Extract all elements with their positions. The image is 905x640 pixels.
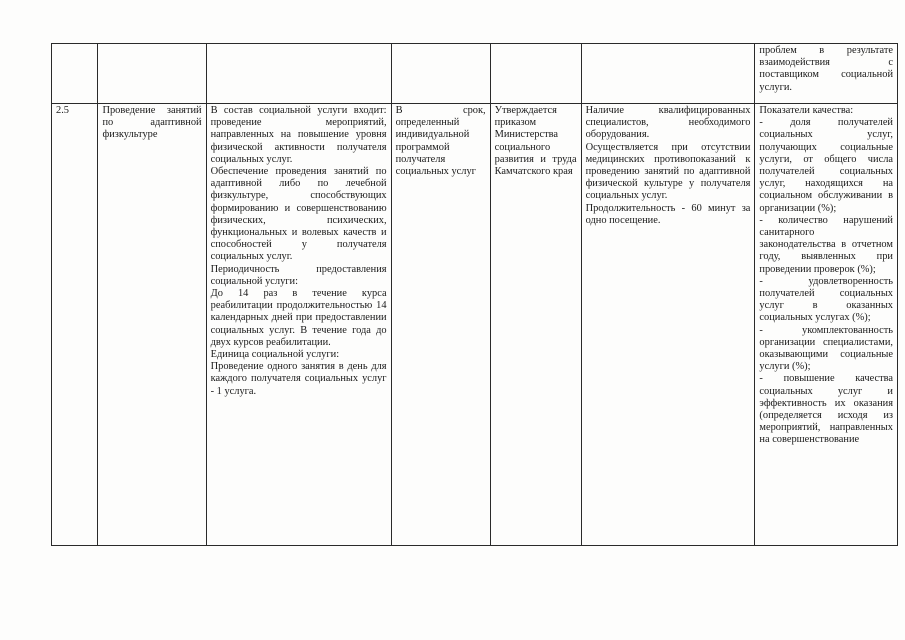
service-number-cell [52,104,98,546]
service-term: В срок, определенный индивидуальной программой получателя социальных услуг [395,105,486,178]
service-name-cell [98,104,206,546]
quality-tail-cell [755,44,898,104]
quality-item: - повышение качества социальных услуг и эффективность их оказания (определяется исходя из мероприятий, направленных на совершенствование [759,373,893,446]
quality-item: - укомплектованность организации специалистами, оказывающими социальные услуги (%); [759,324,893,373]
continuation-row [52,44,898,104]
condition-paragraph: Осуществляется при отсутствии медицинских противопоказаний к проведению занятий по адаптивной физической культуре у получателя социальных услуг. [585,141,751,202]
services-table [51,43,898,546]
service-number: 2.5 [56,105,69,116]
content-paragraph: Обеспечение проведения занятий по адаптивной либо по лечебной физкультуре, способствующих формированию и совершенствованию физических, психических, функциональных и волевых качеств и способностей у получателя социальных услуг. [210,166,387,263]
service-name: Проведение занятий по адаптивной физкультуре [102,105,202,141]
content-paragraph: Единица социальной услуги: [210,349,340,361]
content-paragraph: До 14 раз в течение курса реабилитации продолжительностью 14 календарных дней при предоставлении социальных услуг. В течение года до двух курсов реабилитации. [210,288,387,348]
quality-item: - количество нарушений санитарного законодательства в отчетном году, выявленных при проведении проверок (%); [759,214,893,275]
content-paragraph: Периодичность предоставления социальной услуги: [210,263,387,287]
condition-paragraph: Продолжительность - 60 минут за одно посещение. [585,202,751,226]
service-tariff-cell [490,104,581,546]
empty-cell-conditions [581,44,755,104]
quality-indicators-cell [755,104,898,546]
quality-item: - удовлетворенность получателей социальных услуг в оказанных социальных услугах (%); [759,275,893,324]
quality-tail-text: проблем в результате взаимодействия с поставщиком социальной услуги. [759,45,893,93]
service-term-cell [391,104,490,546]
quality-item: - доля получателей социальных услуг, получающих социальные услуги, от общего числа получателей социальных услуг, находящихся на социальном обслуживании в организации (%); [759,117,893,214]
service-tariff: Утверждается приказом Министерства социального развития и труда Камчатского края [494,105,577,178]
content-paragraph: Проведение одного занятия в день для каждого получателя социальных услуг - 1 услуга. [210,361,387,397]
service-content-cell [206,104,391,546]
service-row [52,104,898,546]
quality-title: Показатели качества: [759,105,854,116]
service-conditions-cell [581,104,755,546]
empty-cell-number [52,44,98,104]
empty-cell-content [206,44,391,104]
content-paragraph: В состав социальной услуги входит: проведение мероприятий, направленных на повышение уровня физической активности получателя социальных услуг. [210,105,387,165]
empty-cell-tariff [490,44,581,104]
empty-cell-name [98,44,206,104]
condition-paragraph: Наличие квалифицированных специалистов, необходимого оборудования. [585,105,751,141]
empty-cell-term [391,44,490,104]
